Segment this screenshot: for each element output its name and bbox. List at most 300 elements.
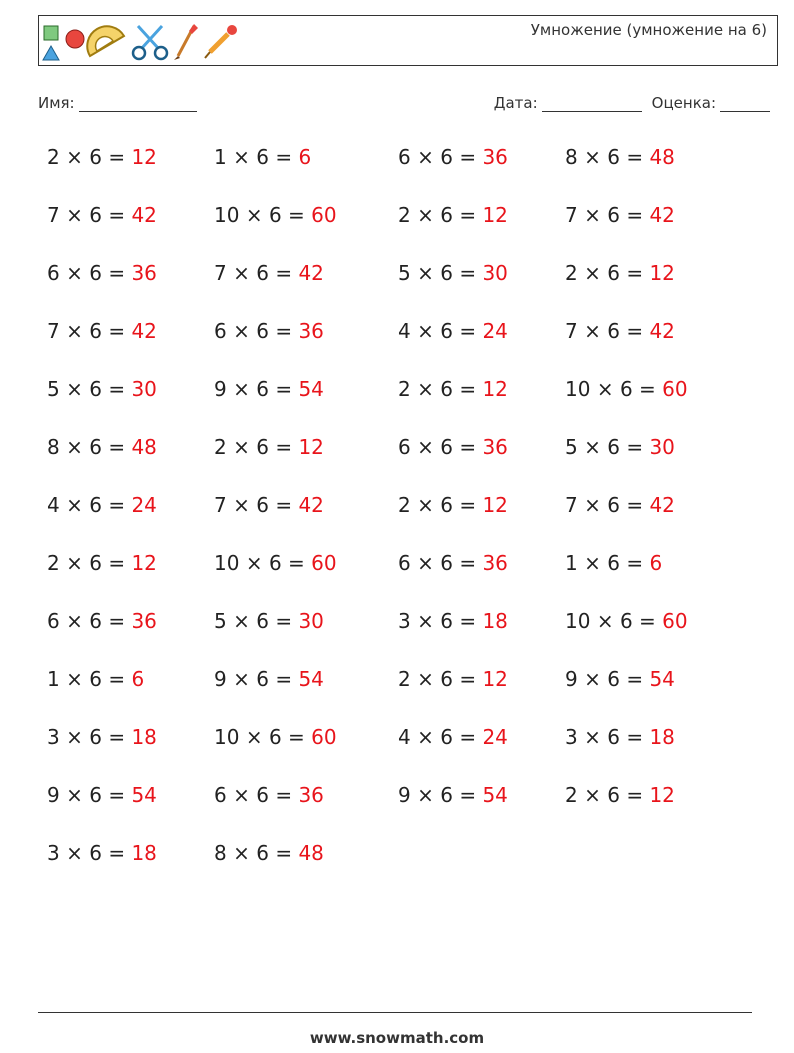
factor-b: 6 (256, 435, 269, 459)
times-sign: × (417, 435, 434, 459)
factor-a: 5 (214, 609, 227, 633)
problem-item (47, 609, 157, 633)
times-sign: × (245, 203, 263, 227)
problem-item (214, 667, 324, 691)
times-sign: × (66, 609, 83, 633)
answer: 54 (482, 783, 508, 807)
factor-b: 6 (268, 203, 282, 227)
answer: 60 (311, 725, 337, 749)
answer: 6 (131, 667, 145, 691)
equals-sign: = (459, 609, 477, 633)
problem-item (565, 319, 675, 343)
equals-sign: = (108, 609, 126, 633)
factor-a: 10 (565, 609, 591, 633)
equals-sign: = (459, 725, 477, 749)
equals-sign: = (626, 493, 644, 517)
factor-b: 6 (256, 841, 269, 865)
times-sign: × (66, 261, 83, 285)
equals-sign: = (459, 667, 477, 691)
times-sign: × (417, 667, 434, 691)
problem-item (214, 377, 324, 401)
equals-sign: = (275, 609, 293, 633)
answer: 12 (482, 667, 508, 691)
times-sign: × (233, 783, 250, 807)
factor-a: 1 (47, 667, 60, 691)
times-sign: × (66, 725, 83, 749)
answer: 24 (482, 725, 508, 749)
problem-item (565, 435, 675, 459)
times-sign: × (584, 783, 601, 807)
times-sign: × (417, 609, 434, 633)
equals-sign: = (626, 667, 644, 691)
factor-a: 8 (565, 145, 578, 169)
equals-sign: = (626, 145, 644, 169)
times-sign: × (245, 725, 263, 749)
factor-b: 6 (256, 319, 269, 343)
scissors-icon (130, 22, 170, 62)
factor-a: 6 (398, 435, 411, 459)
factor-a: 10 (565, 377, 591, 401)
answer: 6 (649, 551, 663, 575)
equals-sign: = (108, 667, 126, 691)
times-sign: × (596, 377, 614, 401)
factor-b: 6 (440, 493, 453, 517)
answer: 36 (482, 551, 508, 575)
factor-b: 6 (440, 145, 453, 169)
factor-a: 7 (565, 493, 578, 517)
factor-a: 10 (214, 725, 240, 749)
worksheet-title: Умножение (умножение на 6) (530, 21, 767, 39)
answer: 60 (662, 609, 688, 633)
answer: 6 (298, 145, 312, 169)
times-sign: × (417, 203, 434, 227)
factor-a: 10 (214, 551, 240, 575)
times-sign: × (417, 145, 434, 169)
factor-b: 6 (440, 261, 453, 285)
problem-item (398, 261, 508, 285)
equals-sign: = (459, 493, 477, 517)
answer: 36 (131, 261, 157, 285)
problem-item (398, 493, 508, 517)
times-sign: × (417, 377, 434, 401)
times-sign: × (417, 783, 434, 807)
answer: 30 (649, 435, 675, 459)
factor-a: 6 (214, 783, 227, 807)
factor-a: 2 (47, 145, 60, 169)
answer: 30 (131, 377, 157, 401)
equals-sign: = (108, 783, 126, 807)
answer: 36 (482, 435, 508, 459)
factor-b: 6 (619, 377, 633, 401)
times-sign: × (584, 203, 601, 227)
times-sign: × (584, 261, 601, 285)
times-sign: × (66, 551, 83, 575)
answer: 18 (649, 725, 675, 749)
factor-a: 6 (398, 145, 411, 169)
factor-b: 6 (607, 145, 620, 169)
problem-item (214, 145, 311, 169)
factor-a: 9 (47, 783, 60, 807)
times-sign: × (417, 725, 434, 749)
equals-sign: = (459, 783, 477, 807)
factor-a: 4 (47, 493, 60, 517)
problem-item (47, 493, 157, 517)
date-label: Дата: (493, 94, 538, 112)
factor-b: 6 (619, 609, 633, 633)
answer: 54 (298, 377, 324, 401)
eyedropper-icon (200, 22, 240, 62)
problem-item (398, 725, 508, 749)
equals-sign: = (108, 435, 126, 459)
answer: 18 (131, 841, 157, 865)
factor-b: 6 (89, 551, 102, 575)
factor-a: 7 (565, 319, 578, 343)
factor-a: 2 (565, 783, 578, 807)
factor-a: 9 (214, 377, 227, 401)
equals-sign: = (108, 725, 126, 749)
times-sign: × (66, 783, 83, 807)
factor-a: 7 (47, 203, 60, 227)
factor-b: 6 (440, 203, 453, 227)
factor-a: 2 (565, 261, 578, 285)
answer: 12 (649, 783, 675, 807)
times-sign: × (233, 609, 250, 633)
factor-a: 7 (214, 493, 227, 517)
answer: 30 (298, 609, 324, 633)
equals-sign: = (626, 203, 644, 227)
problem-item (565, 725, 675, 749)
equals-sign: = (108, 841, 126, 865)
name-field (38, 94, 197, 112)
answer: 54 (649, 667, 675, 691)
equals-sign: = (275, 841, 293, 865)
factor-a: 2 (398, 493, 411, 517)
equals-sign: = (626, 551, 644, 575)
times-sign: × (584, 145, 601, 169)
problem-item (565, 261, 675, 285)
equals-sign: = (108, 203, 126, 227)
answer: 54 (298, 667, 324, 691)
equals-sign: = (626, 261, 644, 285)
factor-b: 6 (607, 203, 620, 227)
problem-item (47, 203, 157, 227)
problem-item (565, 609, 688, 633)
factor-a: 3 (47, 841, 60, 865)
answer: 42 (298, 493, 324, 517)
times-sign: × (233, 493, 250, 517)
times-sign: × (584, 435, 601, 459)
factor-a: 3 (565, 725, 578, 749)
factor-b: 6 (89, 145, 102, 169)
equals-sign: = (288, 551, 305, 575)
footer-divider (38, 1012, 752, 1013)
protractor-icon (86, 22, 130, 62)
factor-a: 6 (47, 261, 60, 285)
equals-sign: = (275, 783, 293, 807)
factor-b: 6 (256, 783, 269, 807)
equals-sign: = (459, 145, 477, 169)
factor-a: 7 (47, 319, 60, 343)
answer: 36 (298, 319, 324, 343)
factor-b: 6 (89, 609, 102, 633)
problem-item (565, 667, 675, 691)
answer: 36 (482, 145, 508, 169)
equals-sign: = (108, 551, 126, 575)
answer: 18 (131, 725, 157, 749)
equals-sign: = (626, 725, 644, 749)
answer: 12 (131, 145, 157, 169)
header-icons (42, 21, 240, 63)
factor-a: 4 (398, 319, 411, 343)
score-label: Оценка: (651, 94, 716, 112)
times-sign: × (233, 145, 250, 169)
answer: 12 (131, 551, 157, 575)
factor-a: 9 (214, 667, 227, 691)
problem-item (214, 435, 324, 459)
problem-item (398, 203, 508, 227)
factor-a: 2 (47, 551, 60, 575)
factor-b: 6 (256, 377, 269, 401)
equals-sign: = (288, 203, 305, 227)
equals-sign: = (459, 377, 477, 401)
factor-a: 7 (565, 203, 578, 227)
factor-a: 3 (398, 609, 411, 633)
times-sign: × (233, 667, 250, 691)
equals-sign: = (459, 319, 477, 343)
factor-b: 6 (256, 609, 269, 633)
answer: 12 (482, 377, 508, 401)
factor-b: 6 (440, 725, 453, 749)
factor-a: 2 (398, 377, 411, 401)
header-box (38, 15, 778, 66)
times-sign: × (233, 435, 250, 459)
problem-item (47, 725, 157, 749)
factor-a: 6 (47, 609, 60, 633)
problem-item (214, 319, 324, 343)
factor-b: 6 (440, 609, 453, 633)
factor-b: 6 (440, 319, 453, 343)
factor-b: 6 (89, 435, 102, 459)
factor-b: 6 (89, 493, 102, 517)
times-sign: × (584, 551, 601, 575)
answer: 12 (482, 203, 508, 227)
factor-a: 2 (398, 203, 411, 227)
factor-b: 6 (607, 667, 620, 691)
times-sign: × (233, 841, 250, 865)
problem-item (47, 667, 144, 691)
equals-sign: = (108, 145, 126, 169)
times-sign: × (417, 493, 434, 517)
factor-a: 6 (214, 319, 227, 343)
factor-b: 6 (607, 435, 620, 459)
factor-b: 6 (256, 261, 269, 285)
times-sign: × (584, 667, 601, 691)
equals-sign: = (626, 435, 644, 459)
factor-b: 6 (268, 725, 282, 749)
answer: 42 (298, 261, 324, 285)
times-sign: × (584, 493, 601, 517)
equals-sign: = (626, 783, 644, 807)
answer: 36 (131, 609, 157, 633)
answer: 48 (649, 145, 675, 169)
name-blank[interactable] (79, 96, 197, 112)
factor-b: 6 (89, 261, 102, 285)
answer: 42 (131, 319, 157, 343)
answer: 42 (649, 203, 675, 227)
problem-item (47, 377, 157, 401)
name-label: Имя: (38, 94, 75, 112)
problem-item (565, 493, 675, 517)
date-score-fields (494, 94, 770, 112)
factor-b: 6 (256, 493, 269, 517)
answer: 24 (131, 493, 157, 517)
factor-b: 6 (607, 725, 620, 749)
factor-a: 3 (47, 725, 60, 749)
problem-item (47, 783, 157, 807)
times-sign: × (66, 377, 83, 401)
factor-a: 2 (214, 435, 227, 459)
factor-b: 6 (89, 841, 102, 865)
times-sign: × (233, 261, 250, 285)
problem-item (565, 551, 662, 575)
factor-b: 6 (607, 319, 620, 343)
factor-b: 6 (89, 377, 102, 401)
problem-item (214, 551, 337, 575)
equals-sign: = (275, 319, 293, 343)
answer: 24 (482, 319, 508, 343)
factor-b: 6 (440, 435, 453, 459)
times-sign: × (66, 145, 83, 169)
factor-a: 8 (214, 841, 227, 865)
answer: 54 (131, 783, 157, 807)
times-sign: × (417, 261, 434, 285)
answer: 48 (131, 435, 157, 459)
equals-sign: = (459, 435, 477, 459)
problem-item (398, 319, 508, 343)
times-sign: × (417, 319, 434, 343)
factor-a: 10 (214, 203, 240, 227)
paintbrush-icon (170, 22, 200, 62)
problem-item (398, 783, 508, 807)
equals-sign: = (108, 319, 126, 343)
factor-b: 6 (440, 551, 453, 575)
problem-item (565, 203, 675, 227)
problem-item (214, 609, 324, 633)
date-blank[interactable] (542, 96, 642, 112)
problem-item (565, 377, 688, 401)
problem-item (398, 435, 508, 459)
equals-sign: = (639, 609, 656, 633)
problem-item (214, 493, 324, 517)
factor-a: 1 (214, 145, 227, 169)
problem-item (47, 319, 157, 343)
times-sign: × (66, 841, 83, 865)
factor-b: 6 (440, 377, 453, 401)
factor-a: 9 (565, 667, 578, 691)
times-sign: × (584, 319, 601, 343)
factor-a: 9 (398, 783, 411, 807)
problem-item (214, 203, 337, 227)
factor-b: 6 (256, 667, 269, 691)
equals-sign: = (275, 377, 293, 401)
problem-item (398, 377, 508, 401)
factor-b: 6 (268, 551, 282, 575)
problem-item (565, 145, 675, 169)
factor-b: 6 (256, 145, 269, 169)
factor-a: 6 (398, 551, 411, 575)
answer: 48 (298, 841, 324, 865)
times-sign: × (233, 377, 250, 401)
answer: 36 (298, 783, 324, 807)
factor-a: 7 (214, 261, 227, 285)
equals-sign: = (275, 667, 293, 691)
score-blank[interactable] (720, 96, 770, 112)
problem-item (214, 725, 337, 749)
times-sign: × (417, 551, 434, 575)
equals-sign: = (275, 145, 293, 169)
factor-b: 6 (607, 261, 620, 285)
answer: 60 (311, 203, 337, 227)
times-sign: × (66, 667, 83, 691)
factor-a: 5 (565, 435, 578, 459)
equals-sign: = (626, 319, 644, 343)
problem-item (47, 145, 157, 169)
times-sign: × (233, 319, 250, 343)
problem-item (398, 551, 508, 575)
equals-sign: = (108, 493, 126, 517)
times-sign: × (245, 551, 263, 575)
equals-sign: = (275, 435, 293, 459)
equals-sign: = (288, 725, 305, 749)
equals-sign: = (275, 261, 293, 285)
times-sign: × (596, 609, 614, 633)
factor-a: 8 (47, 435, 60, 459)
problem-item (47, 261, 157, 285)
equals-sign: = (639, 377, 656, 401)
equals-sign: = (108, 377, 126, 401)
equals-sign: = (108, 261, 126, 285)
factor-b: 6 (607, 551, 620, 575)
factor-b: 6 (89, 319, 102, 343)
factor-a: 4 (398, 725, 411, 749)
answer: 42 (649, 493, 675, 517)
equals-sign: = (459, 261, 477, 285)
problem-item (214, 783, 324, 807)
answer: 12 (649, 261, 675, 285)
problem-item (398, 667, 508, 691)
answer: 60 (311, 551, 337, 575)
factor-b: 6 (440, 667, 453, 691)
answer: 12 (298, 435, 324, 459)
problem-item (47, 841, 157, 865)
answer: 42 (649, 319, 675, 343)
answer: 42 (131, 203, 157, 227)
factor-a: 1 (565, 551, 578, 575)
factor-b: 6 (89, 725, 102, 749)
answer: 12 (482, 493, 508, 517)
factor-b: 6 (89, 783, 102, 807)
problem-item (214, 261, 324, 285)
answer: 18 (482, 609, 508, 633)
times-sign: × (66, 493, 83, 517)
times-sign: × (584, 725, 601, 749)
factor-b: 6 (440, 783, 453, 807)
factor-b: 6 (607, 783, 620, 807)
times-sign: × (66, 319, 83, 343)
problem-item (565, 783, 675, 807)
times-sign: × (66, 435, 83, 459)
answer: 60 (662, 377, 688, 401)
